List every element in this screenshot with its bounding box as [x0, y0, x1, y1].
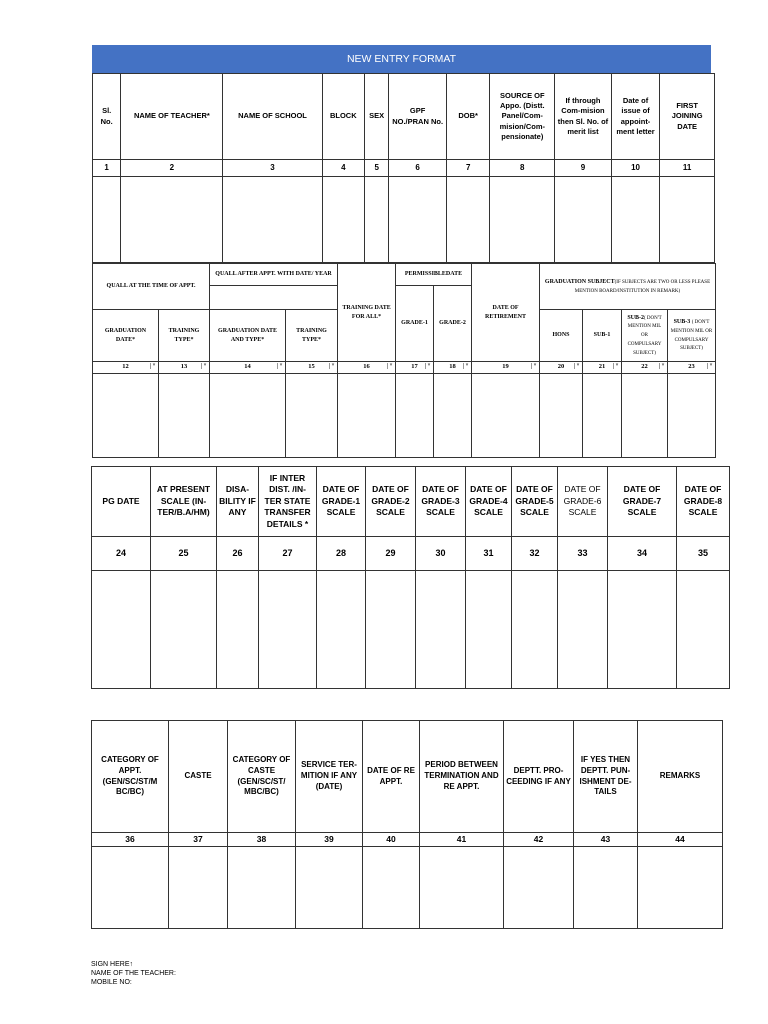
entry-cell-at-present-scale[interactable] [151, 571, 217, 689]
column-number: 34 [608, 537, 677, 571]
entry-row [93, 177, 715, 263]
entry-row [93, 373, 716, 457]
header-grade-2: GRADE-2 [434, 286, 472, 362]
column-number: 24 [92, 537, 151, 571]
entry-cell-dob[interactable] [446, 177, 489, 263]
column-number-cell [286, 362, 338, 374]
column-number: 22 [641, 363, 648, 370]
column-number-cell [434, 362, 472, 374]
header-qual-after-appt: QUALL AFTER APPT. WITH DATE/ YEAR [210, 264, 338, 286]
entry-cell-punishment-details[interactable] [574, 847, 638, 929]
entry-cell-transfer-details[interactable] [259, 571, 317, 689]
entry-cell-category-of-appt[interactable] [92, 847, 169, 929]
column-number: 1 [93, 160, 121, 177]
header-at-present-scale: AT PRESENT SCALE (IN-TER/B.A/HM) [151, 467, 217, 537]
filter-dropdown-icon[interactable]: ▾ [329, 363, 336, 369]
table-header-row [92, 721, 723, 833]
header-grade-7-scale: DATE OF GRADE-7 SCALE [608, 467, 677, 537]
column-number: 33 [558, 537, 608, 571]
entry-cell-hons[interactable] [540, 373, 583, 457]
header-permissible-date: PERMISSIBLEDATE [396, 264, 472, 286]
header-training-type-2: TRAINING TYPE* [286, 310, 338, 362]
entry-cell-sub-2[interactable] [622, 373, 668, 457]
header-category-of-appt: CATEGORY OF APPT. (GEN/SC/ST/M BC/BC) [92, 721, 169, 833]
entry-cell-date-of-re-appt[interactable] [363, 847, 420, 929]
entry-cell-pg-date[interactable] [92, 571, 151, 689]
entry-cell-grade-4-scale[interactable] [466, 571, 512, 689]
form-title: NEW ENTRY FORMAT [92, 45, 711, 73]
entry-cell-remarks[interactable] [638, 847, 723, 929]
entry-row [92, 571, 730, 689]
column-number: 21 [598, 363, 606, 370]
column-number: 9 [555, 160, 612, 177]
header-punishment-details: IF YES THEN DEPTT. PUN-ISHMENT DE-TAILS [574, 721, 638, 833]
header-source-of-appo: SOURCE OF Appo. (Distt. Panel/Com-mision/Com-pensionate) [490, 74, 555, 160]
column-number: 25 [151, 537, 217, 571]
filter-dropdown-icon[interactable]: ▾ [277, 363, 284, 369]
column-number: 41 [420, 833, 504, 847]
header-category-of-caste: CATEGORY OF CASTE (GEN/SC/ST/ MBC/BC) [228, 721, 296, 833]
column-number: 12 [122, 363, 129, 370]
column-number: 19 [502, 363, 509, 370]
header-graduation-date-and-type: GRADUATION DATE AND TYPE* [210, 310, 286, 362]
column-number: 5 [365, 160, 389, 177]
header-first-joining-date: FIRST JOINING DATE [660, 74, 715, 160]
header-merit-list: If through Com-mision then Sl. No. of merit list [555, 74, 612, 160]
column-number: 16 [363, 363, 370, 370]
header-caste: CASTE [169, 721, 228, 833]
column-number: 2 [121, 160, 223, 177]
filter-dropdown-icon[interactable]: ▾ [707, 363, 714, 369]
entry-cell-first-joining-date[interactable] [660, 177, 715, 263]
mobile-no-label: MOBILE NO: [91, 979, 132, 986]
entry-cell-grade-1[interactable] [396, 373, 434, 457]
column-number-cell [668, 362, 716, 374]
entry-cell-merit-list[interactable] [555, 177, 612, 263]
header-date-of-retirement: DATE OF RETIREMENT [472, 264, 540, 362]
entry-cell-disability[interactable] [217, 571, 259, 689]
column-number: 35 [677, 537, 730, 571]
entry-cell-sl-no[interactable] [93, 177, 121, 263]
header-remarks: REMARKS [638, 721, 723, 833]
filter-dropdown-icon[interactable]: ▾ [150, 363, 157, 369]
header-grade-6-scale: DATE OF GRADE-6 SCALE [558, 467, 608, 537]
signature-block [91, 960, 176, 987]
column-number-cell [472, 362, 540, 374]
entry-cell-sex[interactable] [365, 177, 389, 263]
graduation-subject-note: (IF SUBJECTS ARE TWO OR LESS PLEASE MENTION BOARD/INSTITUTION IN REMARK) [574, 279, 711, 294]
column-number-cell [93, 362, 159, 374]
header-name-of-school: NAME OF SCHOOL [223, 74, 322, 160]
column-number-cell [210, 362, 286, 374]
column-number: 39 [296, 833, 363, 847]
header-pg-date: PG DATE [92, 467, 151, 537]
header-sub-3 [668, 310, 716, 362]
entry-cell-training-date[interactable] [338, 373, 396, 457]
column-number-cell [622, 362, 668, 374]
table-header-row [92, 467, 730, 537]
column-number: 32 [512, 537, 558, 571]
entry-cell-sub-3[interactable] [668, 373, 716, 457]
filter-dropdown-icon[interactable]: ▾ [387, 363, 394, 369]
column-number: 30 [416, 537, 466, 571]
column-number: 4 [322, 160, 364, 177]
column-number: 28 [317, 537, 366, 571]
entry-cell-grade-5-scale[interactable] [512, 571, 558, 689]
graduation-subject-label: GRADUATION SUBJECT [544, 278, 615, 285]
column-number: 27 [259, 537, 317, 571]
header-sl-no: Sl. No. [93, 74, 121, 160]
entry-cell-training-type[interactable] [159, 373, 210, 457]
header-grade-1: GRADE-1 [396, 286, 434, 362]
entry-cell-sub-1[interactable] [583, 373, 622, 457]
header-service-termination: SERVICE TER-MITION IF ANY (DATE) [296, 721, 363, 833]
header-period-between-termination: PERIOD BETWEEN TERMINATION AND RE APPT. [420, 721, 504, 833]
filter-dropdown-icon[interactable]: ▾ [425, 363, 432, 369]
header-qual-after-appt-spacer [210, 286, 338, 310]
column-number-cell [338, 362, 396, 374]
column-number: 20 [557, 363, 565, 370]
column-number: 14 [244, 363, 251, 370]
header-deptt-proceeding: DEPTT. PRO-CEEDING IF ANY [504, 721, 574, 833]
table-header-row [93, 74, 715, 160]
entry-cell-block[interactable] [322, 177, 364, 263]
teacher-name-label: NAME OF THE TEACHER: [91, 970, 176, 977]
filter-dropdown-icon[interactable]: ▾ [463, 363, 470, 369]
entry-cell-training-type-2[interactable] [286, 373, 338, 457]
entry-cell-service-termination[interactable] [296, 847, 363, 929]
filter-dropdown-icon[interactable]: ▾ [574, 363, 581, 369]
column-number: 43 [574, 833, 638, 847]
header-grade-5-scale: DATE OF GRADE-5 SCALE [512, 467, 558, 537]
column-number: 23 [688, 363, 695, 370]
entry-cell-graduation-date-and-type[interactable] [210, 373, 286, 457]
header-appointment-letter-date: Date of issue of appoint-ment letter [611, 74, 660, 160]
table-qualification-details [92, 263, 716, 458]
column-number: 38 [228, 833, 296, 847]
filter-dropdown-icon[interactable]: ▾ [613, 363, 620, 369]
header-gpf-no: GPF NO./PRAN No. [389, 74, 447, 160]
header-grade-8-scale: DATE OF GRADE-8 SCALE [677, 467, 730, 537]
column-number: 31 [466, 537, 512, 571]
entry-cell-grade-6-scale[interactable] [558, 571, 608, 689]
column-number: 17 [411, 363, 418, 370]
entry-cell-appointment-letter-date[interactable] [611, 177, 660, 263]
column-number: 18 [449, 363, 456, 370]
column-number-cell [396, 362, 434, 374]
entry-cell-date-of-retirement[interactable] [472, 373, 540, 457]
column-number: 26 [217, 537, 259, 571]
sub-2-label: SUB-2 [627, 314, 644, 321]
header-graduation-subject [540, 264, 716, 310]
filter-dropdown-icon[interactable]: ▾ [201, 363, 208, 369]
entry-cell-caste[interactable] [169, 847, 228, 929]
entry-cell-deptt-proceeding[interactable] [504, 847, 574, 929]
filter-dropdown-icon[interactable]: ▾ [659, 363, 666, 369]
column-number: 44 [638, 833, 723, 847]
header-dob: DOB* [446, 74, 489, 160]
column-number-cell [159, 362, 210, 374]
table-basic-details [92, 73, 715, 263]
column-number: 3 [223, 160, 322, 177]
column-number-row [93, 362, 716, 374]
entry-cell-period-between-termination[interactable] [420, 847, 504, 929]
column-number: 15 [308, 363, 315, 370]
header-sub-2 [622, 310, 668, 362]
sub-3-note: ( DON'T MENTION MIL OR COMPULSARY SUBJECT) [670, 320, 713, 352]
header-graduation-date: GRADUATION DATE* [93, 310, 159, 362]
header-grade-3-scale: DATE OF GRADE-3 SCALE [416, 467, 466, 537]
column-number: 37 [169, 833, 228, 847]
entry-cell-grade-3-scale[interactable] [416, 571, 466, 689]
column-number: 8 [490, 160, 555, 177]
column-number: 42 [504, 833, 574, 847]
sub-2-note: ( DON'T MENTION MIL OR COMPULSARY SUBJECT) [627, 315, 662, 356]
column-number: 10 [611, 160, 660, 177]
header-block: BLOCK [322, 74, 364, 160]
entry-cell-grade-7-scale[interactable] [608, 571, 677, 689]
column-number: 40 [363, 833, 420, 847]
entry-cell-name-of-teacher[interactable] [121, 177, 223, 263]
entry-cell-name-of-school[interactable] [223, 177, 322, 263]
sub-3-label: SUB-3 [673, 319, 691, 325]
entry-cell-grade-2[interactable] [434, 373, 472, 457]
entry-cell-gpf-no[interactable] [389, 177, 447, 263]
header-transfer-details: IF INTER DIST. /IN-TER STATE TRANSFER DETAILS * [259, 467, 317, 537]
filter-dropdown-icon[interactable]: ▾ [531, 363, 538, 369]
column-number-row [92, 833, 723, 847]
entry-cell-grade-1-scale[interactable] [317, 571, 366, 689]
column-number: 36 [92, 833, 169, 847]
table-scale-details [91, 466, 730, 689]
column-number: 13 [180, 363, 188, 370]
column-number: 29 [366, 537, 416, 571]
header-sub-1: SUB-1 [583, 310, 622, 362]
column-number: 11 [660, 160, 715, 177]
header-qual-at-appt: QUALL AT THE TIME OF APPT. [93, 264, 210, 310]
header-training-type: TRAINING TYPE* [159, 310, 210, 362]
table-category-details [91, 720, 723, 929]
column-number: 7 [446, 160, 489, 177]
header-grade-4-scale: DATE OF GRADE-4 SCALE [466, 467, 512, 537]
entry-cell-grade-8-scale[interactable] [677, 571, 730, 689]
entry-cell-grade-2-scale[interactable] [366, 571, 416, 689]
column-number-cell [540, 362, 583, 374]
column-number-cell [583, 362, 622, 374]
header-name-of-teacher: NAME OF TEACHER* [121, 74, 223, 160]
sign-here-label: SIGN HERE↑ [91, 961, 134, 968]
column-number-row [93, 160, 715, 177]
entry-cell-category-of-caste[interactable] [228, 847, 296, 929]
header-grade-2-scale: DATE OF GRADE-2 SCALE [366, 467, 416, 537]
header-disability: DISA-BILITY IF ANY [217, 467, 259, 537]
header-date-of-re-appt: DATE OF RE APPT. [363, 721, 420, 833]
header-hons: HONS [540, 310, 583, 362]
entry-row [92, 847, 723, 929]
header-sex: SEX [365, 74, 389, 160]
column-number: 6 [389, 160, 447, 177]
entry-cell-graduation-date[interactable] [93, 373, 159, 457]
header-grade-1-scale: DATE OF GRADE-1 SCALE [317, 467, 366, 537]
header-training-date: TRAINING DATE FOR ALL* [338, 264, 396, 362]
entry-cell-source-of-appo[interactable] [490, 177, 555, 263]
column-number-row [92, 537, 730, 571]
